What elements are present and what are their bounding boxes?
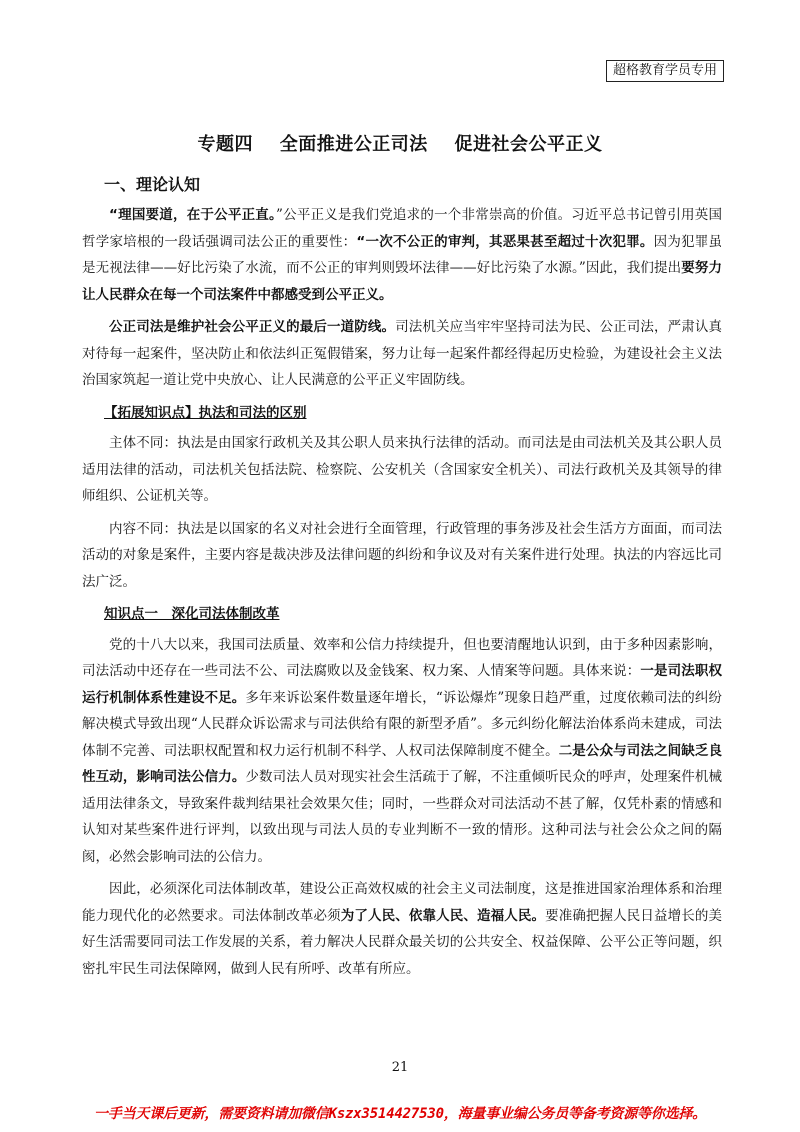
footer-notice: 一手当天课后更新，需要资料请加微信Kszx3514427530，海量事业编公务员等备考资源等你选择。 [94, 1106, 706, 1122]
text-span: 因为犯罪虽是无视法律——好比污染了水流，而不公正的审判则毁坏法律——好比污染了水源。”因此，我们提出 [82, 233, 723, 276]
page-number: 21 [391, 1060, 409, 1075]
paragraph-subject: 主体不同：执法是由国家行政机关及其公职人员来执行法律的活动。而司法是由司法机关及其公职人员适用法律的活动，司法机关包括法院、检察院、公安机关（含国家安全机关）、司法行政机关及其领导的律师组织、公证机关等。 [82, 435, 722, 504]
paragraph-reform-issues [82, 632, 722, 871]
extension-heading: 【拓展知识点】执法和司法的区别 [104, 404, 307, 421]
text-span: 少数司法人员对现实社会生活疏于了解，不注重倾听民众的呼声，处理案件机械适用法律条文，导致案件裁判结果社会效果欠佳；同时，一些群众对司法活动不甚了解，仅凭朴素的情感和认知对某些案件进行评判，以致出现与司法人员的专业判断不一致的情形。这种司法与社会公众之间的隔阂，必然会影响司法的公信力。 [82, 769, 723, 865]
knowledge-point-heading: 知识点一 深化司法体制改革 [104, 606, 280, 622]
title-part1: 专题四 [197, 134, 253, 155]
text-span: 党的十八大以来，我国司法质量、效率和公信力持续提升，但也要清醒地认识到，由于多种因素影响，司法活动中还存在一些司法不公、司法腐败以及金钱案、权力案、人情案等问题。具体来说： [82, 636, 722, 679]
emphasis-bold: 要努力让人民群众在每一个司法案件中都感受到公平正义。 [82, 260, 723, 303]
text-span: 要准确把握人民日益增长的美好生活需要同司法工作发展的关系，着力解决人民群众最关切的公共安全、权益保障、公平公正等问题，织密扎牢民生司法保障网，做到人民有所呼、改革有所应。 [82, 907, 723, 977]
text-span: 多年来诉讼案件数量逐年增长，“诉讼爆炸”现象日趋严重，过度依赖司法的纠纷解决模式导致出现“人民群众诉讼需求与司法供给有限的新型矛盾”。多元纠纷化解法治体系尚未建成，司法体制不完善、司法职权配置和权力运行机制不科学、人权司法保障制度不健全。 [82, 689, 722, 759]
quote-bold: “一次不公正的审判，其恶果甚至超过十次犯罪。 [356, 233, 654, 250]
section-heading-theory: 一、理论认知 [104, 175, 201, 194]
paragraph-reform-conclusion [82, 876, 722, 982]
quote-bold: “理国要道，在于公平正直。 [109, 207, 277, 223]
title-part3: 促进社会公平正义 [454, 134, 603, 155]
paragraph-intro [82, 202, 722, 308]
emphasis-bold: 一是司法职权运行机制体系性建设不足。 [82, 663, 723, 706]
paragraph-defense [82, 314, 722, 394]
text-span: 司法机关应当牢牢坚持司法为民、公正司法，严肃认真对待每一起案件，坚决防止和依法纠正冤假错案，努力让每一起案件都经得起历史检验，为建设社会主义法治国家筑起一道让党中央放心、让人民满意的公平正义牢固防线。 [82, 319, 722, 388]
text-span: 因此，必须深化司法体制改革，建设公正高效权威的社会主义司法制度，这是推进国家治理体系和治理能力现代化的必然要求。司法体制改革必须 [82, 881, 722, 924]
emphasis-bold: 为了人民、依靠人民、造福人民。 [340, 907, 546, 924]
emphasis-bold: 二是公众与司法之间缺乏良性互动，影响司法公信力。 [82, 742, 723, 785]
paragraph-content: 内容不同：执法是以国家的名义对社会进行全面管理，行政管理的事务涉及社会生活方方面面，而司法活动的对象是案件，主要内容是裁决涉及法律问题的纠纷和争议及对有关案件进行处理。执法的内容远比司法广泛。 [82, 520, 722, 590]
text-span: ”公平正义是我们党追求的一个非常崇高的价值。习近平总书记曾引用英国哲学家培根的一段话强调司法公正的重要性： [82, 207, 723, 250]
title-part2: 全面推进公正司法 [279, 134, 428, 155]
emphasis-bold: 公正司法是维护社会公平正义的最后一道防线。 [109, 319, 396, 335]
body-content [82, 202, 722, 988]
header-badge: 超格教育学员专用 [606, 60, 724, 82]
page-title [0, 130, 800, 156]
